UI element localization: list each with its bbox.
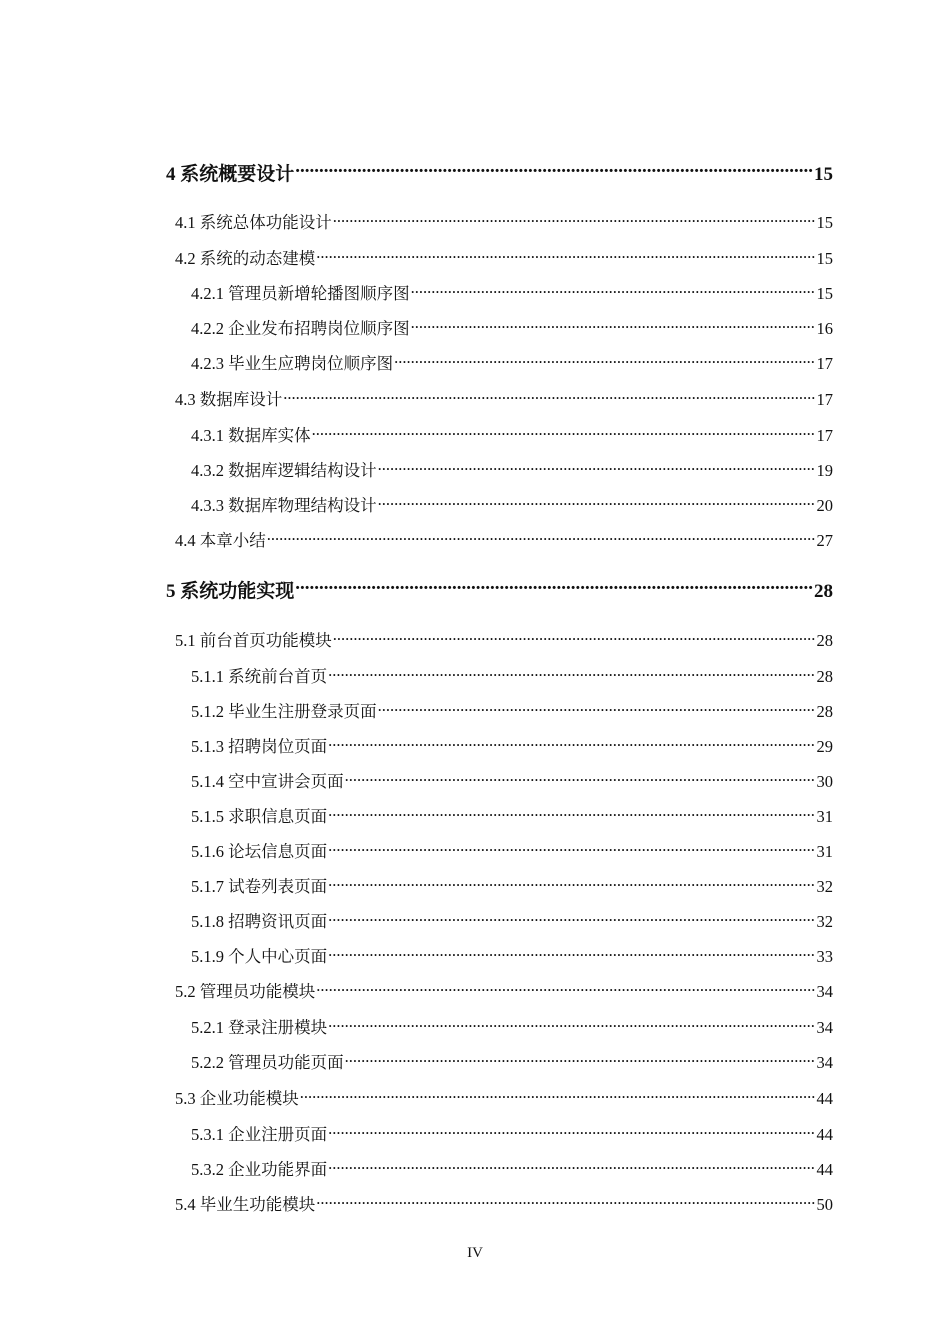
toc-entry-page: 32 <box>816 912 833 931</box>
toc-dot-leader <box>411 318 816 335</box>
toc-entry-label: 5.2.2 管理员功能页面 <box>191 1053 344 1072</box>
toc-entry-label: 4.2.2 企业发布招聘岗位顺序图 <box>191 319 410 338</box>
toc-entry-5-3-2[interactable] <box>191 1156 833 1180</box>
toc-entry-4-2-2[interactable] <box>191 315 833 339</box>
toc-entry-5-1-1[interactable] <box>191 663 833 687</box>
toc-dot-leader <box>328 666 815 683</box>
toc-entry-page: 34 <box>816 1018 833 1037</box>
toc-entry-4-3-1[interactable] <box>191 422 833 446</box>
toc-dot-leader <box>333 212 816 229</box>
toc-entry-label: 5.1.5 求职信息页面 <box>191 807 328 826</box>
toc-entry-5-1-3[interactable] <box>191 733 833 757</box>
toc-entry-4-1[interactable] <box>175 209 833 233</box>
toc-dot-leader <box>328 841 815 858</box>
toc-entry-5-4[interactable] <box>175 1191 833 1215</box>
toc-entry-label: 4.2.1 管理员新增轮播图顺序图 <box>191 284 410 303</box>
toc-dot-leader <box>328 911 815 928</box>
toc-entry-label: 5.1.7 试卷列表页面 <box>191 877 328 896</box>
toc-entry-5-1-2[interactable] <box>191 698 833 722</box>
toc-entry-label: 5.1.1 系统前台首页 <box>191 667 328 686</box>
toc-entry-5-3[interactable] <box>175 1085 833 1109</box>
toc-dot-leader <box>328 1159 815 1176</box>
toc-entry-page: 34 <box>816 1053 833 1072</box>
toc-entry-page: 29 <box>816 737 833 756</box>
toc-entry-label: 5.1.4 空中宣讲会页面 <box>191 772 344 791</box>
toc-entry-4-3-3[interactable] <box>191 492 833 516</box>
toc-entry-page: 15 <box>816 249 833 268</box>
toc-dot-leader <box>283 389 815 406</box>
toc-dot-leader <box>411 283 816 300</box>
toc-dot-leader <box>328 946 815 963</box>
toc-entry-label: 5 系统功能实现 <box>166 581 295 602</box>
toc-dot-leader <box>267 530 816 547</box>
toc-dot-leader <box>316 1194 815 1211</box>
toc-entry-label: 4.3.2 数据库逻辑结构设计 <box>191 461 377 480</box>
toc-entry-5-2-2[interactable] <box>191 1049 833 1073</box>
toc-entry-page: 19 <box>816 461 833 480</box>
toc-dot-leader <box>378 701 816 718</box>
toc-entry-5-1-5[interactable] <box>191 803 833 827</box>
toc-entry-label: 4.4 本章小结 <box>175 531 266 550</box>
page-number: IV <box>467 1245 483 1261</box>
toc-entry-label: 5.2.1 登录注册模块 <box>191 1018 328 1037</box>
toc-entry-page: 31 <box>816 807 833 826</box>
toc-entry-5-1-7[interactable] <box>191 873 833 897</box>
toc-entry-page: 15 <box>816 284 833 303</box>
toc-dot-leader <box>345 1052 816 1069</box>
toc-dot-leader <box>295 161 813 180</box>
toc-entry-label: 4.3 数据库设计 <box>175 390 283 409</box>
toc-entry-page: 34 <box>816 982 833 1001</box>
toc-dot-leader <box>328 876 815 893</box>
toc-dot-leader <box>378 460 816 477</box>
toc-entry-label: 5.3.1 企业注册页面 <box>191 1125 328 1144</box>
toc-entry-label: 4.3.1 数据库实体 <box>191 426 311 445</box>
toc-dot-leader <box>378 495 816 512</box>
toc-entry-label: 5.4 毕业生功能模块 <box>175 1195 316 1214</box>
toc-entry-page: 33 <box>816 947 833 966</box>
toc-entry-label: 4 系统概要设计 <box>166 164 295 185</box>
toc-entry-page: 30 <box>816 772 833 791</box>
toc-entry-4-4[interactable] <box>175 527 833 551</box>
toc-entry-page: 27 <box>816 531 833 550</box>
toc-dot-leader <box>328 1124 815 1141</box>
toc-dot-leader <box>333 630 816 647</box>
toc-entry-label: 4.2 系统的动态建模 <box>175 249 316 268</box>
toc-dot-leader <box>328 806 815 823</box>
toc-entry-page: 31 <box>816 842 833 861</box>
toc-entry-page: 50 <box>816 1195 833 1214</box>
toc-entry-4-2[interactable] <box>175 245 833 269</box>
toc-entry-5-2-1[interactable] <box>191 1014 833 1038</box>
toc-entry-page: 28 <box>814 581 833 602</box>
toc-entry-label: 5.1.2 毕业生注册登录页面 <box>191 702 377 721</box>
toc-entry-label: 4.2.3 毕业生应聘岗位顺序图 <box>191 354 394 373</box>
toc-dot-leader <box>316 248 815 265</box>
toc-entry-page: 15 <box>816 213 833 232</box>
toc-entry-page: 17 <box>816 426 833 445</box>
toc-entry-page: 20 <box>816 496 833 515</box>
toc-entry-label: 4.1 系统总体功能设计 <box>175 213 332 232</box>
toc-dot-leader <box>345 771 816 788</box>
toc-entry-label: 5.1.6 论坛信息页面 <box>191 842 328 861</box>
toc-dot-leader <box>328 1017 815 1034</box>
toc-entry-label: 4.3.3 数据库物理结构设计 <box>191 496 377 515</box>
toc-entry-5-1-6[interactable] <box>191 838 833 862</box>
toc-entry-5-1-4[interactable] <box>191 768 833 792</box>
toc-entry-label: 5.2 管理员功能模块 <box>175 982 316 1001</box>
toc-entry-page: 28 <box>816 702 833 721</box>
toc-entry-page: 28 <box>816 667 833 686</box>
toc-entry-label: 5.1.3 招聘岗位页面 <box>191 737 328 756</box>
toc-entry-4-2-3[interactable] <box>191 350 833 374</box>
toc-dot-leader <box>312 425 816 442</box>
toc-entry-chapter-4[interactable] <box>166 159 833 186</box>
toc-dot-leader <box>316 981 815 998</box>
toc-entry-page: 16 <box>816 319 833 338</box>
toc-dot-leader <box>300 1088 816 1105</box>
toc-entry-label: 5.3 企业功能模块 <box>175 1089 299 1108</box>
toc-entry-page: 32 <box>816 877 833 896</box>
toc-entry-label: 5.1.9 个人中心页面 <box>191 947 328 966</box>
toc-entry-label: 5.3.2 企业功能界面 <box>191 1160 328 1179</box>
toc-entry-4-3-2[interactable] <box>191 457 833 481</box>
toc-entry-chapter-5[interactable] <box>166 576 833 603</box>
toc-entry-4-2-1[interactable] <box>191 280 833 304</box>
toc-entry-4-3[interactable] <box>175 386 833 410</box>
toc-entry-page: 44 <box>816 1160 833 1179</box>
toc-entry-page: 17 <box>816 390 833 409</box>
toc-entry-label: 5.1 前台首页功能模块 <box>175 631 332 650</box>
toc-dot-leader <box>295 578 813 597</box>
toc-entry-label: 5.1.8 招聘资讯页面 <box>191 912 328 931</box>
toc-entry-5-2[interactable] <box>175 978 833 1002</box>
toc-entry-page: 15 <box>814 164 833 185</box>
toc-entry-page: 44 <box>816 1125 833 1144</box>
toc-entry-5-1-9[interactable] <box>191 943 833 967</box>
toc-entry-page: 17 <box>816 354 833 373</box>
toc-entry-5-1[interactable] <box>175 627 833 651</box>
toc-dot-leader <box>394 353 815 370</box>
toc-entry-page: 28 <box>816 631 833 650</box>
toc-entry-page: 44 <box>816 1089 833 1108</box>
toc-entry-5-1-8[interactable] <box>191 908 833 932</box>
toc-dot-leader <box>328 736 815 753</box>
toc-entry-5-3-1[interactable] <box>191 1121 833 1145</box>
